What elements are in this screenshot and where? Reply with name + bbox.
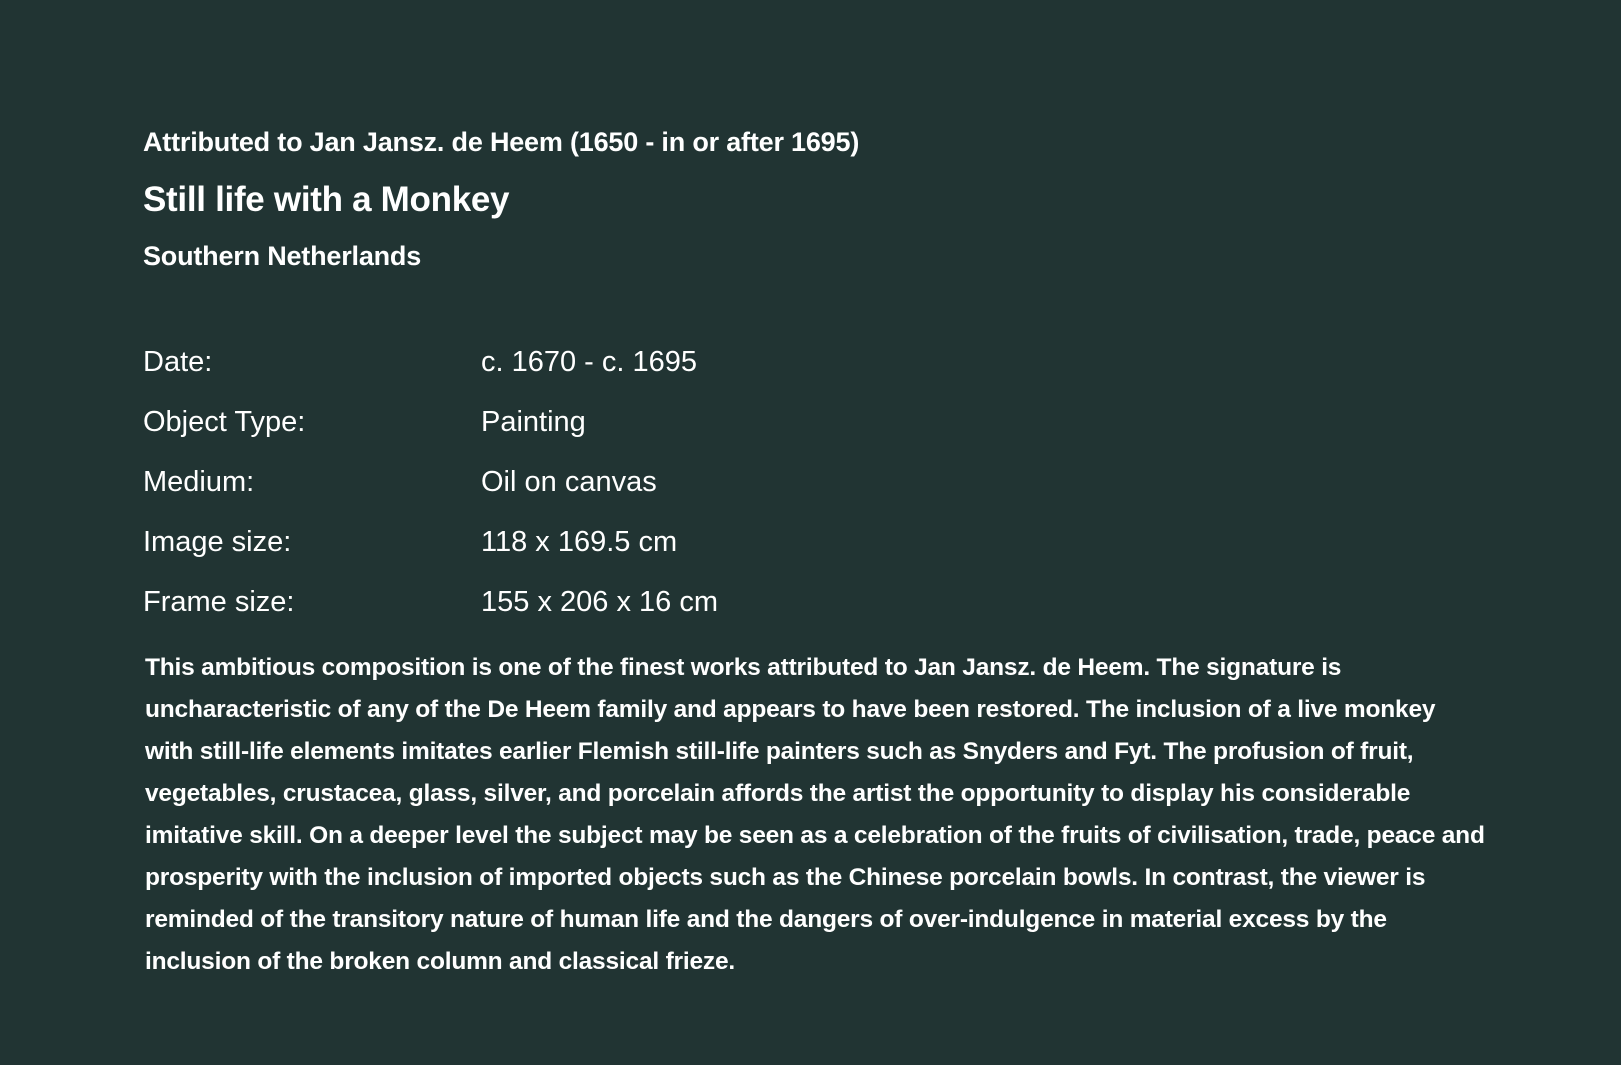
detail-label: Medium:	[143, 466, 255, 498]
detail-label: Frame size:	[143, 586, 295, 618]
detail-value: 155 x 206 x 16 cm	[481, 586, 718, 618]
detail-value: Oil on canvas	[481, 466, 657, 498]
artwork-title: Still life with a Monkey	[143, 180, 510, 219]
artwork-details-list	[143, 344, 1483, 644]
artwork-info-panel	[143, 124, 1483, 983]
detail-row-object-type	[143, 404, 1483, 464]
detail-row-medium	[143, 464, 1483, 524]
artwork-attribution: Attributed to Jan Jansz. de Heem (1650 - in or after 1695)	[143, 127, 860, 157]
artwork-description: This ambitious composition is one of the finest works attributed to Jan Jansz. de Heem. The signature is uncharacteristic of any of the De Heem family and appears to have been restored. The inclusion of a live monkey with still-life elements imitates earlier Flemish still-life painters such as Snyders and Fyt. The profusion of fruit, vegetables, crustacea, glass, silver, and porcelain affords the artist the opportunity to display his considerable imitative skill. On a deeper level the subject may be seen as a celebration of the fruits of civilisation, trade, peace and prosperity with the inclusion of imported objects such as the Chinese porcelain bowls. In contrast, the viewer is reminded of the transitory nature of human life and the dangers of over-indulgence in material excess by the inclusion of the broken column and classical frieze.	[145, 654, 1485, 975]
detail-value: 118 x 169.5 cm	[481, 526, 678, 558]
artwork-origin: Southern Netherlands	[143, 241, 422, 271]
detail-row-date	[143, 344, 1483, 404]
detail-row-frame-size	[143, 584, 1483, 644]
detail-row-image-size	[143, 524, 1483, 584]
detail-value: c. 1670 - c. 1695	[481, 346, 698, 378]
detail-label: Object Type:	[143, 406, 306, 438]
detail-label: Date:	[143, 346, 213, 378]
detail-value: Painting	[481, 406, 586, 438]
detail-label: Image size:	[143, 526, 292, 558]
